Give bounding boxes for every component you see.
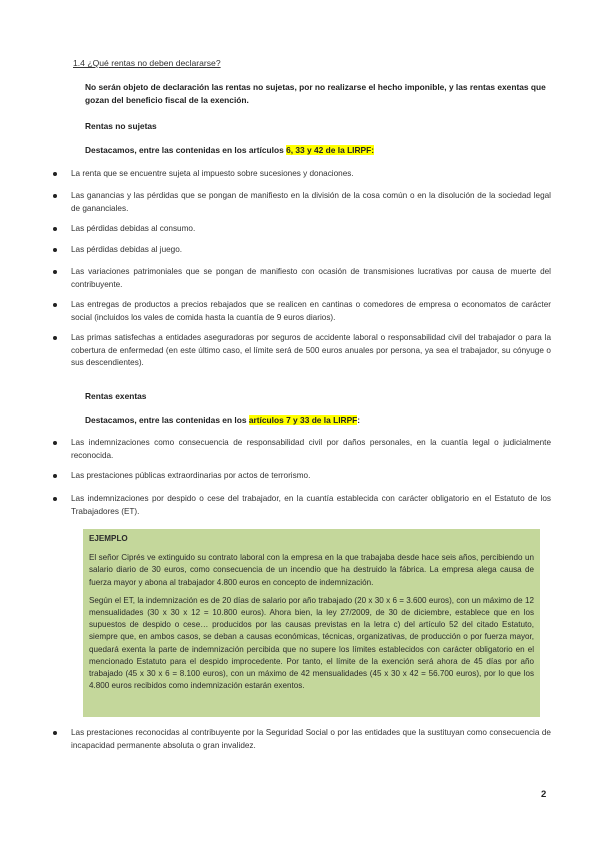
list-item: Las entregas de productos a precios rebajados que se realicen en cantinas o comedores de empresa o economatos de carácter social (incluidos los vales de comida hasta la cuantía de 9 euros diarios). — [71, 299, 551, 324]
list-item: La renta que se encuentre sujeta al impuesto sobre sucesiones y donaciones. — [71, 168, 551, 181]
lead-no-sujetas-highlight: 6, 33 y 42 de la LIRPF: — [286, 145, 375, 155]
section-heading: 1.4 ¿Qué rentas no deben declararse? — [73, 58, 221, 68]
lead-exentas-highlight: artículos 7 y 33 de la LIRPF — [248, 415, 358, 425]
bullet-icon — [53, 248, 57, 252]
list-item: Las primas satisfechas a entidades aseguradoras por seguros de accidente laboral o responsabilidad civil del trabajador o para la cobertura de enfermedad (en este último caso, el límite será de 500 euros anuales por persona, ya sea el trabajador, su cónyuge o sus descendientes). — [71, 332, 551, 370]
lead-no-sujetas — [85, 145, 374, 155]
lead-exentas-text: Destacamos, entre las contenidas en los — [85, 415, 249, 425]
example-paragraph-2: Según el ET, la indemnización es de 20 días de salario por año trabajado (20 x 30 x 6 = 3.600 euros), con un máximo de 12 mensualidades (30 x 30 x 12 = 10.800 euros). Ahora bien, la ley 27/2009, de 30 de diciembre, establece que en los supuestos de despido o cese… producidos por las causas previstas en la letra c) del artículo 52 del citado Estatuto, siempre que, en ambos casos, se deban a causas económicas, técnicas, organizativas, de producción o por fuerza mayor, quedará exenta la parte de indemnización percibida que no supere los límites establecidos con carácter obligatorio en el mencionado Estatuto para el despido improcedente. Por tanto, el límite de la exención será ahora de 45 días por año trabajado (45 x 30 x 6 = 8.100 euros), con un máximo de 42 mensualidades (45 x 30 x 42 = 56.700 euros), por lo que los 4.800 euros recibidos como indemnización estarán exentos. — [89, 595, 534, 691]
list-item: Las variaciones patrimoniales que se pongan de manifiesto con ocasión de transmisiones lucrativas por causa de muerte del contribuyente. — [71, 266, 551, 291]
bullet-icon — [53, 497, 57, 501]
bullet-icon — [53, 303, 57, 307]
bullet-icon — [53, 194, 57, 198]
bullet-icon — [53, 172, 57, 176]
bullet-icon — [53, 441, 57, 445]
list-item: Las indemnizaciones como consecuencia de responsabilidad civil por daños personales, en la cuantía legal o judicialmente reconocida. — [71, 437, 551, 462]
section-intro: No serán objeto de declaración las rentas no sujetas, por no realizarse el hecho imponible, y las rentas exentas que gozan del beneficio fiscal de la exención. — [85, 82, 546, 105]
list-item: Las prestaciones públicas extraordinarias por actos de terrorismo. — [71, 470, 551, 483]
bullet-icon — [53, 474, 57, 478]
subtitle-no-sujetas: Rentas no sujetas — [85, 121, 157, 131]
example-box — [83, 529, 540, 717]
bullet-icon — [53, 270, 57, 274]
lead-no-sujetas-text: Destacamos, entre las contenidas en los artículos — [85, 145, 287, 155]
lead-exentas-suffix: : — [357, 415, 361, 425]
example-paragraph-1: El señor Ciprés ve extinguido su contrato laboral con la empresa en la que trabajaba desde hace seis años, percibiendo un salario diario de 30 euros, como consecuencia de un incendio que ha destruido la fábrica. La empresa alega causa de fuerza mayor y abona al trabajador 4.800 euros en concepto de indemnización. — [89, 553, 534, 587]
subtitle-exentas: Rentas exentas — [85, 391, 147, 401]
list-item: Las prestaciones reconocidas al contribuyente por la Seguridad Social o por las entidades que la sustituyan como consecuencia de incapacidad permanente absoluta o gran invalidez. — [71, 727, 551, 752]
bullet-icon — [53, 227, 57, 231]
list-item: Las pérdidas debidas al juego. — [71, 244, 551, 257]
example-title: EJEMPLO — [89, 534, 128, 543]
list-item: Las indemnizaciones por despido o cese del trabajador, en la cuantía establecida con carácter obligatorio en el Estatuto de los Trabajadores (ET). — [71, 493, 551, 518]
bullet-icon — [53, 336, 57, 340]
bullet-icon — [53, 731, 57, 735]
lead-exentas — [85, 415, 360, 425]
page-number: 2 — [541, 789, 547, 800]
list-item: Las ganancias y las pérdidas que se pongan de manifiesto en la división de la cosa común o en la disolución de la sociedad legal de gananciales. — [71, 190, 551, 215]
list-item: Las pérdidas debidas al consumo. — [71, 223, 551, 236]
